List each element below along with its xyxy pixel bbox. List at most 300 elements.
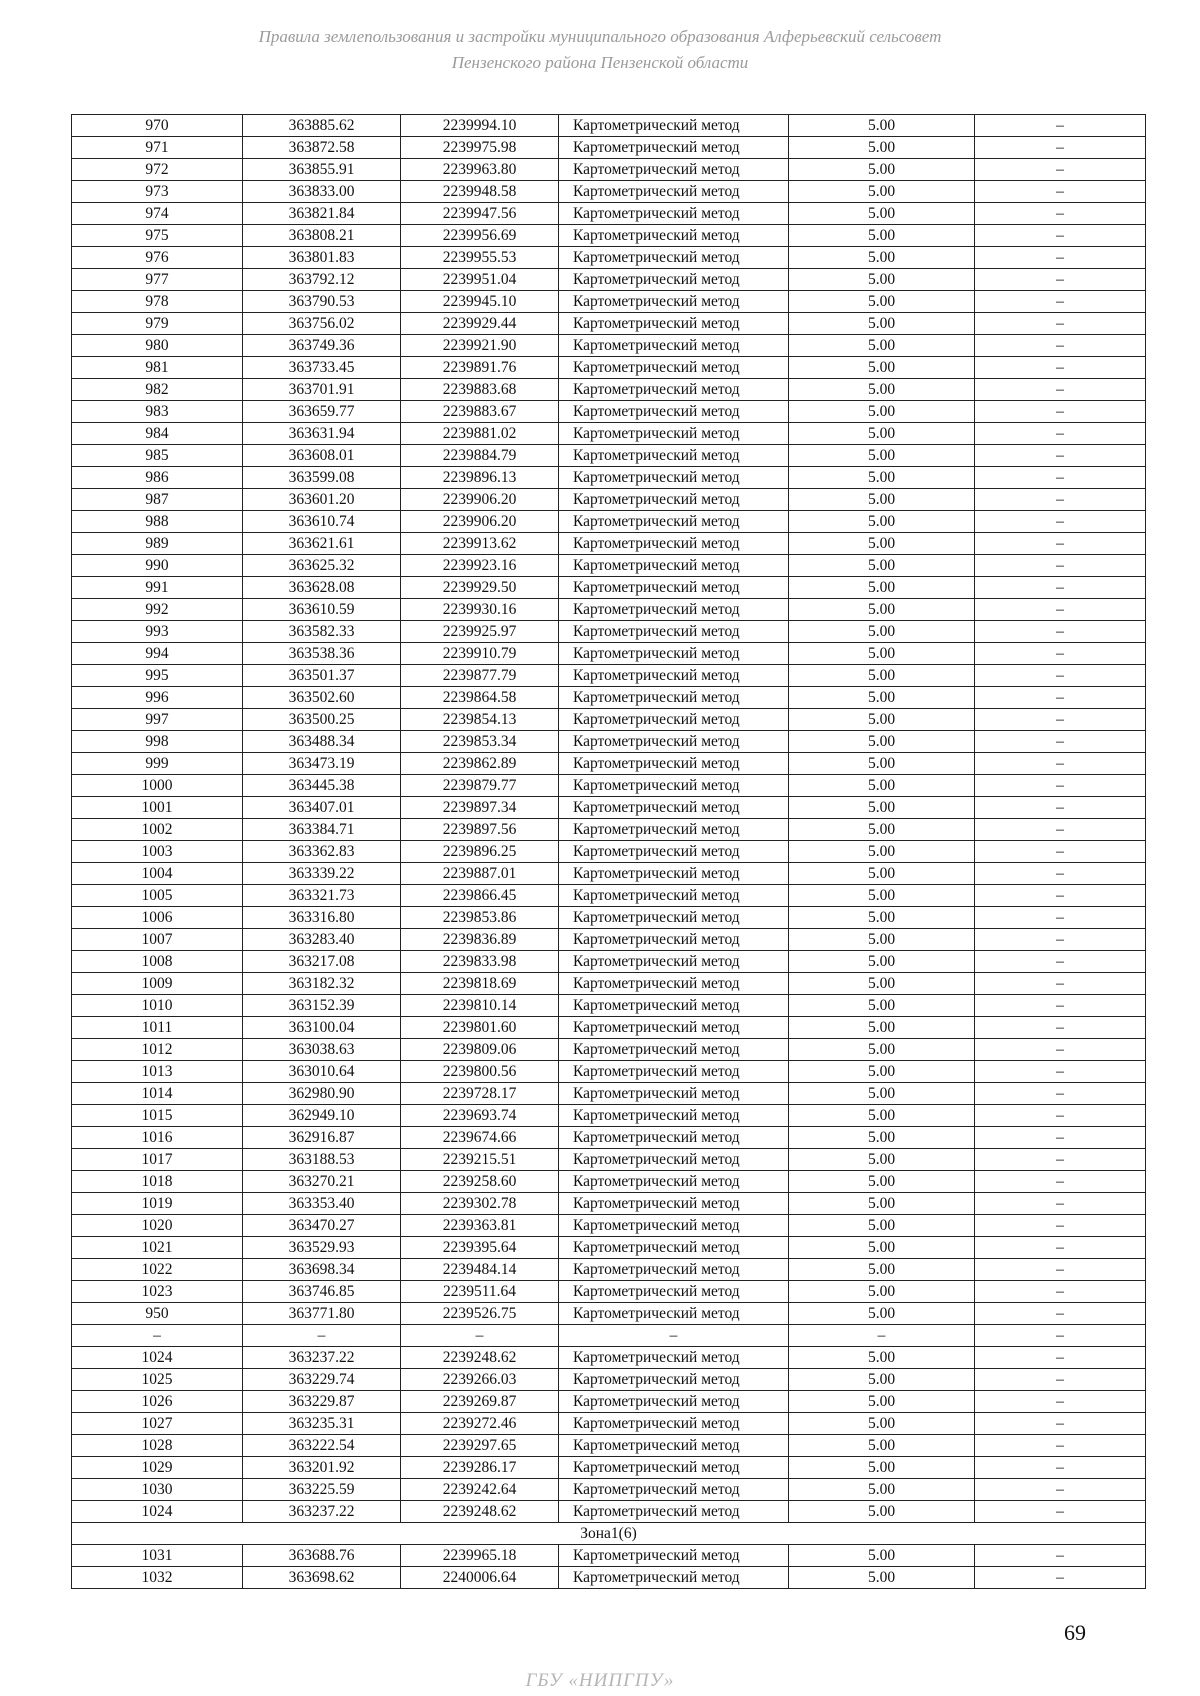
table-row [72,1545,1146,1567]
y-coordinate-cell: 2239853.34 [401,731,559,753]
x-coordinate-cell: 363601.20 [243,489,401,511]
x-coordinate-cell: 363833.00 [243,181,401,203]
method-cell: Картометрический метод [559,1545,789,1567]
accuracy-cell: 5.00 [789,841,975,863]
table-row [72,115,1146,137]
table-row [72,951,1146,973]
method-cell: Картометрический метод [559,181,789,203]
x-coordinate-cell: 363038.63 [243,1039,401,1061]
method-cell: Картометрический метод [559,1369,789,1391]
y-coordinate-cell: 2239693.74 [401,1105,559,1127]
table-row [72,907,1146,929]
y-coordinate-cell: 2239945.10 [401,291,559,313]
point-number-cell: 1000 [72,775,243,797]
x-coordinate-cell: 363698.34 [243,1259,401,1281]
y-coordinate-cell: 2239879.77 [401,775,559,797]
point-number-cell: 992 [72,599,243,621]
accuracy-cell: 5.00 [789,731,975,753]
accuracy-cell: 5.00 [789,1479,975,1501]
y-coordinate-cell: 2239947.56 [401,203,559,225]
note-cell: – [975,929,1146,951]
table-row [72,1567,1146,1589]
method-cell: Картометрический метод [559,643,789,665]
x-coordinate-cell: 362916.87 [243,1127,401,1149]
point-number-cell: 987 [72,489,243,511]
method-cell: Картометрический метод [559,665,789,687]
x-coordinate-cell: 363771.80 [243,1303,401,1325]
note-cell: – [975,1105,1146,1127]
note-cell: – [975,1567,1146,1589]
table-row [72,225,1146,247]
y-coordinate-cell: 2239526.75 [401,1303,559,1325]
x-coordinate-cell: 362980.90 [243,1083,401,1105]
y-coordinate-cell: 2239809.06 [401,1039,559,1061]
note-cell: – [975,1215,1146,1237]
table-row [72,1303,1146,1325]
x-coordinate-cell: 363237.22 [243,1347,401,1369]
table-row [72,973,1146,995]
accuracy-cell: 5.00 [789,1281,975,1303]
table-row [72,775,1146,797]
note-cell: – [975,1237,1146,1259]
method-cell: Картометрический метод [559,1413,789,1435]
accuracy-cell: – [789,1325,975,1347]
table-row [72,1413,1146,1435]
accuracy-cell: 5.00 [789,1083,975,1105]
y-coordinate-cell: 2239948.58 [401,181,559,203]
note-cell: – [975,1391,1146,1413]
note-cell: – [975,137,1146,159]
method-cell: Картометрический метод [559,687,789,709]
table-row [72,467,1146,489]
table-row [72,731,1146,753]
x-coordinate-cell: 363384.71 [243,819,401,841]
accuracy-cell: 5.00 [789,621,975,643]
table-row [72,401,1146,423]
method-cell: Картометрический метод [559,335,789,357]
point-number-cell: 970 [72,115,243,137]
y-coordinate-cell: 2239929.50 [401,577,559,599]
accuracy-cell: 5.00 [789,489,975,511]
x-coordinate-cell: 363473.19 [243,753,401,775]
accuracy-cell: 5.00 [789,1237,975,1259]
point-number-cell: 1026 [72,1391,243,1413]
x-coordinate-cell: 363201.92 [243,1457,401,1479]
method-cell: Картометрический метод [559,1149,789,1171]
point-number-cell: 1024 [72,1501,243,1523]
table-row [72,1479,1146,1501]
table-row [72,247,1146,269]
accuracy-cell: 5.00 [789,137,975,159]
table-row [72,533,1146,555]
y-coordinate-cell: 2239877.79 [401,665,559,687]
accuracy-cell: 5.00 [789,203,975,225]
point-number-cell: 1019 [72,1193,243,1215]
x-coordinate-cell: 363538.36 [243,643,401,665]
point-number-cell: 983 [72,401,243,423]
x-coordinate-cell: 363225.59 [243,1479,401,1501]
point-number-cell: 1030 [72,1479,243,1501]
method-cell: Картометрический метод [559,467,789,489]
point-number-cell: 985 [72,445,243,467]
note-cell: – [975,1127,1146,1149]
point-number-cell: 1012 [72,1039,243,1061]
point-number-cell: 979 [72,313,243,335]
y-coordinate-cell: 2239866.45 [401,885,559,907]
accuracy-cell: 5.00 [789,951,975,973]
x-coordinate-cell: 363688.76 [243,1545,401,1567]
accuracy-cell: 5.00 [789,1039,975,1061]
table-row [72,1193,1146,1215]
accuracy-cell: 5.00 [789,1413,975,1435]
method-cell: Картометрический метод [559,489,789,511]
method-cell: Картометрический метод [559,379,789,401]
table-row [72,577,1146,599]
y-coordinate-cell: 2239266.03 [401,1369,559,1391]
y-coordinate-cell: 2239896.13 [401,467,559,489]
accuracy-cell: 5.00 [789,929,975,951]
method-cell: Картометрический метод [559,1193,789,1215]
method-cell: Картометрический метод [559,621,789,643]
coordinates-table [71,114,1146,1589]
y-coordinate-cell: 2240006.64 [401,1567,559,1589]
point-number-cell: 1001 [72,797,243,819]
point-number-cell: 1008 [72,951,243,973]
table-row [72,313,1146,335]
note-cell: – [975,115,1146,137]
accuracy-cell: 5.00 [789,709,975,731]
note-cell: – [975,907,1146,929]
method-cell: Картометрический метод [559,797,789,819]
table-row [72,819,1146,841]
method-cell: Картометрический метод [559,1237,789,1259]
method-cell: Картометрический метод [559,1303,789,1325]
note-cell: – [975,1281,1146,1303]
x-coordinate-cell: 363855.91 [243,159,401,181]
x-coordinate-cell: 363746.85 [243,1281,401,1303]
y-coordinate-cell: 2239484.14 [401,1259,559,1281]
note-cell: – [975,973,1146,995]
y-coordinate-cell: 2239810.14 [401,995,559,1017]
x-coordinate-cell: 363631.94 [243,423,401,445]
table-row [72,1105,1146,1127]
note-cell: – [975,775,1146,797]
page-header [100,24,1100,76]
table-row [72,687,1146,709]
method-cell: Картометрический метод [559,1171,789,1193]
point-number-cell: 1032 [72,1567,243,1589]
accuracy-cell: 5.00 [789,907,975,929]
point-number-cell: 981 [72,357,243,379]
accuracy-cell: 5.00 [789,247,975,269]
point-number-cell: 977 [72,269,243,291]
x-coordinate-cell: 363362.83 [243,841,401,863]
x-coordinate-cell: – [243,1325,401,1347]
point-number-cell: 1003 [72,841,243,863]
point-number-cell: 950 [72,1303,243,1325]
y-coordinate-cell: 2239297.65 [401,1435,559,1457]
note-cell: – [975,467,1146,489]
y-coordinate-cell: 2239910.79 [401,643,559,665]
accuracy-cell: 5.00 [789,467,975,489]
accuracy-cell: 5.00 [789,225,975,247]
header-line-1: Правила землепользования и застройки муниципального образования Алферьевский сельсовет [258,27,942,46]
method-cell: Картометрический метод [559,269,789,291]
accuracy-cell: 5.00 [789,1215,975,1237]
y-coordinate-cell: 2239833.98 [401,951,559,973]
point-number-cell: 1018 [72,1171,243,1193]
accuracy-cell: 5.00 [789,1391,975,1413]
note-cell: – [975,863,1146,885]
method-cell: Картометрический метод [559,511,789,533]
y-coordinate-cell: 2239923.16 [401,555,559,577]
accuracy-cell: 5.00 [789,643,975,665]
note-cell: – [975,247,1146,269]
table-row [72,423,1146,445]
point-number-cell: – [72,1325,243,1347]
point-number-cell: 998 [72,731,243,753]
method-cell: Картометрический метод [559,159,789,181]
table-row [72,1281,1146,1303]
accuracy-cell: 5.00 [789,665,975,687]
y-coordinate-cell: 2239925.97 [401,621,559,643]
note-cell: – [975,819,1146,841]
table-row [72,335,1146,357]
method-cell: Картометрический метод [559,1567,789,1589]
note-cell: – [975,841,1146,863]
table-row [72,269,1146,291]
note-cell: – [975,1435,1146,1457]
method-cell: Картометрический метод [559,1039,789,1061]
x-coordinate-cell: 363792.12 [243,269,401,291]
x-coordinate-cell: 363488.34 [243,731,401,753]
point-number-cell: 1002 [72,819,243,841]
table-row [72,445,1146,467]
note-cell: – [975,1347,1146,1369]
y-coordinate-cell: 2239302.78 [401,1193,559,1215]
y-coordinate-cell: 2239896.25 [401,841,559,863]
y-coordinate-cell: 2239853.86 [401,907,559,929]
accuracy-cell: 5.00 [789,599,975,621]
x-coordinate-cell: 363182.32 [243,973,401,995]
table-row [72,621,1146,643]
method-cell: Картометрический метод [559,841,789,863]
accuracy-cell: 5.00 [789,885,975,907]
point-number-cell: 1029 [72,1457,243,1479]
accuracy-cell: 5.00 [789,357,975,379]
x-coordinate-cell: 363283.40 [243,929,401,951]
y-coordinate-cell: 2239864.58 [401,687,559,709]
table-row [72,1039,1146,1061]
point-number-cell: 1031 [72,1545,243,1567]
accuracy-cell: 5.00 [789,1259,975,1281]
method-cell: Картометрический метод [559,1435,789,1457]
y-coordinate-cell: 2239881.02 [401,423,559,445]
point-number-cell: 974 [72,203,243,225]
method-cell: Картометрический метод [559,753,789,775]
note-cell: – [975,511,1146,533]
x-coordinate-cell: 363599.08 [243,467,401,489]
method-cell: Картометрический метод [559,357,789,379]
x-coordinate-cell: 363470.27 [243,1215,401,1237]
table-row [72,665,1146,687]
point-number-cell: 1028 [72,1435,243,1457]
method-cell: Картометрический метод [559,445,789,467]
x-coordinate-cell: 363502.60 [243,687,401,709]
method-cell: Картометрический метод [559,1457,789,1479]
accuracy-cell: 5.00 [789,555,975,577]
y-coordinate-cell: 2239215.51 [401,1149,559,1171]
point-number-cell: 1005 [72,885,243,907]
table-row [72,1325,1146,1347]
point-number-cell: 971 [72,137,243,159]
note-cell: – [975,225,1146,247]
accuracy-cell: 5.00 [789,379,975,401]
accuracy-cell: 5.00 [789,313,975,335]
accuracy-cell: 5.00 [789,401,975,423]
y-coordinate-cell: 2239887.01 [401,863,559,885]
note-cell: – [975,643,1146,665]
note-cell: – [975,577,1146,599]
x-coordinate-cell: 363501.37 [243,665,401,687]
point-number-cell: 989 [72,533,243,555]
method-cell: Картометрический метод [559,1479,789,1501]
accuracy-cell: 5.00 [789,1435,975,1457]
note-cell: – [975,1193,1146,1215]
note-cell: – [975,401,1146,423]
x-coordinate-cell: 363270.21 [243,1171,401,1193]
x-coordinate-cell: 363217.08 [243,951,401,973]
note-cell: – [975,885,1146,907]
note-cell: – [975,489,1146,511]
x-coordinate-cell: 363733.45 [243,357,401,379]
note-cell: – [975,731,1146,753]
note-cell: – [975,995,1146,1017]
accuracy-cell: 5.00 [789,973,975,995]
y-coordinate-cell: 2239836.89 [401,929,559,951]
method-cell: Картометрический метод [559,709,789,731]
x-coordinate-cell: 363621.61 [243,533,401,555]
accuracy-cell: 5.00 [789,1369,975,1391]
y-coordinate-cell: 2239921.90 [401,335,559,357]
point-number-cell: 1023 [72,1281,243,1303]
method-cell: Картометрический метод [559,1105,789,1127]
point-number-cell: 1022 [72,1259,243,1281]
y-coordinate-cell: 2239818.69 [401,973,559,995]
accuracy-cell: 5.00 [789,423,975,445]
point-number-cell: 978 [72,291,243,313]
x-coordinate-cell: 363339.22 [243,863,401,885]
point-number-cell: 1020 [72,1215,243,1237]
point-number-cell: 972 [72,159,243,181]
accuracy-cell: 5.00 [789,1149,975,1171]
x-coordinate-cell: 363152.39 [243,995,401,1017]
point-number-cell: 1016 [72,1127,243,1149]
y-coordinate-cell: 2239929.44 [401,313,559,335]
accuracy-cell: 5.00 [789,159,975,181]
y-coordinate-cell: 2239801.60 [401,1017,559,1039]
note-cell: – [975,1259,1146,1281]
note-cell: – [975,599,1146,621]
y-coordinate-cell: 2239913.62 [401,533,559,555]
point-number-cell: 999 [72,753,243,775]
point-number-cell: 988 [72,511,243,533]
table-row [72,357,1146,379]
point-number-cell: 996 [72,687,243,709]
x-coordinate-cell: 362949.10 [243,1105,401,1127]
x-coordinate-cell: 363749.36 [243,335,401,357]
table-row [72,797,1146,819]
point-number-cell: 994 [72,643,243,665]
method-cell: Картометрический метод [559,863,789,885]
table-row [72,1501,1146,1523]
x-coordinate-cell: 363229.87 [243,1391,401,1413]
point-number-cell: 1004 [72,863,243,885]
note-cell: – [975,357,1146,379]
table-row [72,885,1146,907]
table-row [72,203,1146,225]
point-number-cell: 1007 [72,929,243,951]
point-number-cell: 1021 [72,1237,243,1259]
y-coordinate-cell: 2239956.69 [401,225,559,247]
note-cell: – [975,181,1146,203]
y-coordinate-cell: 2239269.87 [401,1391,559,1413]
zone-title: Зона1(6) [72,1523,1146,1545]
method-cell: Картометрический метод [559,247,789,269]
point-number-cell: 982 [72,379,243,401]
note-cell: – [975,621,1146,643]
note-cell: – [975,1149,1146,1171]
x-coordinate-cell: 363353.40 [243,1193,401,1215]
y-coordinate-cell: 2239994.10 [401,115,559,137]
x-coordinate-cell: 363235.31 [243,1413,401,1435]
note-cell: – [975,1017,1146,1039]
accuracy-cell: 5.00 [789,687,975,709]
y-coordinate-cell: 2239674.66 [401,1127,559,1149]
accuracy-cell: 5.00 [789,269,975,291]
table-row [72,753,1146,775]
table-row [72,1171,1146,1193]
x-coordinate-cell: 363885.62 [243,115,401,137]
note-cell: – [975,1369,1146,1391]
accuracy-cell: 5.00 [789,819,975,841]
point-number-cell: 973 [72,181,243,203]
y-coordinate-cell: 2239897.56 [401,819,559,841]
x-coordinate-cell: 363756.02 [243,313,401,335]
point-number-cell: 986 [72,467,243,489]
x-coordinate-cell: 363010.64 [243,1061,401,1083]
point-number-cell: 1014 [72,1083,243,1105]
x-coordinate-cell: 363808.21 [243,225,401,247]
method-cell: Картометрический метод [559,1501,789,1523]
table-row [72,181,1146,203]
point-number-cell: 1009 [72,973,243,995]
x-coordinate-cell: 363659.77 [243,401,401,423]
point-number-cell: 1013 [72,1061,243,1083]
note-cell: – [975,1479,1146,1501]
method-cell: Картометрический метод [559,1281,789,1303]
accuracy-cell: 5.00 [789,1303,975,1325]
method-cell: Картометрический метод [559,291,789,313]
table-row [72,1369,1146,1391]
y-coordinate-cell: 2239951.04 [401,269,559,291]
point-number-cell: 1010 [72,995,243,1017]
table-row [72,929,1146,951]
method-cell: Картометрический метод [559,1391,789,1413]
note-cell: – [975,709,1146,731]
x-coordinate-cell: 363100.04 [243,1017,401,1039]
x-coordinate-cell: 363222.54 [243,1435,401,1457]
